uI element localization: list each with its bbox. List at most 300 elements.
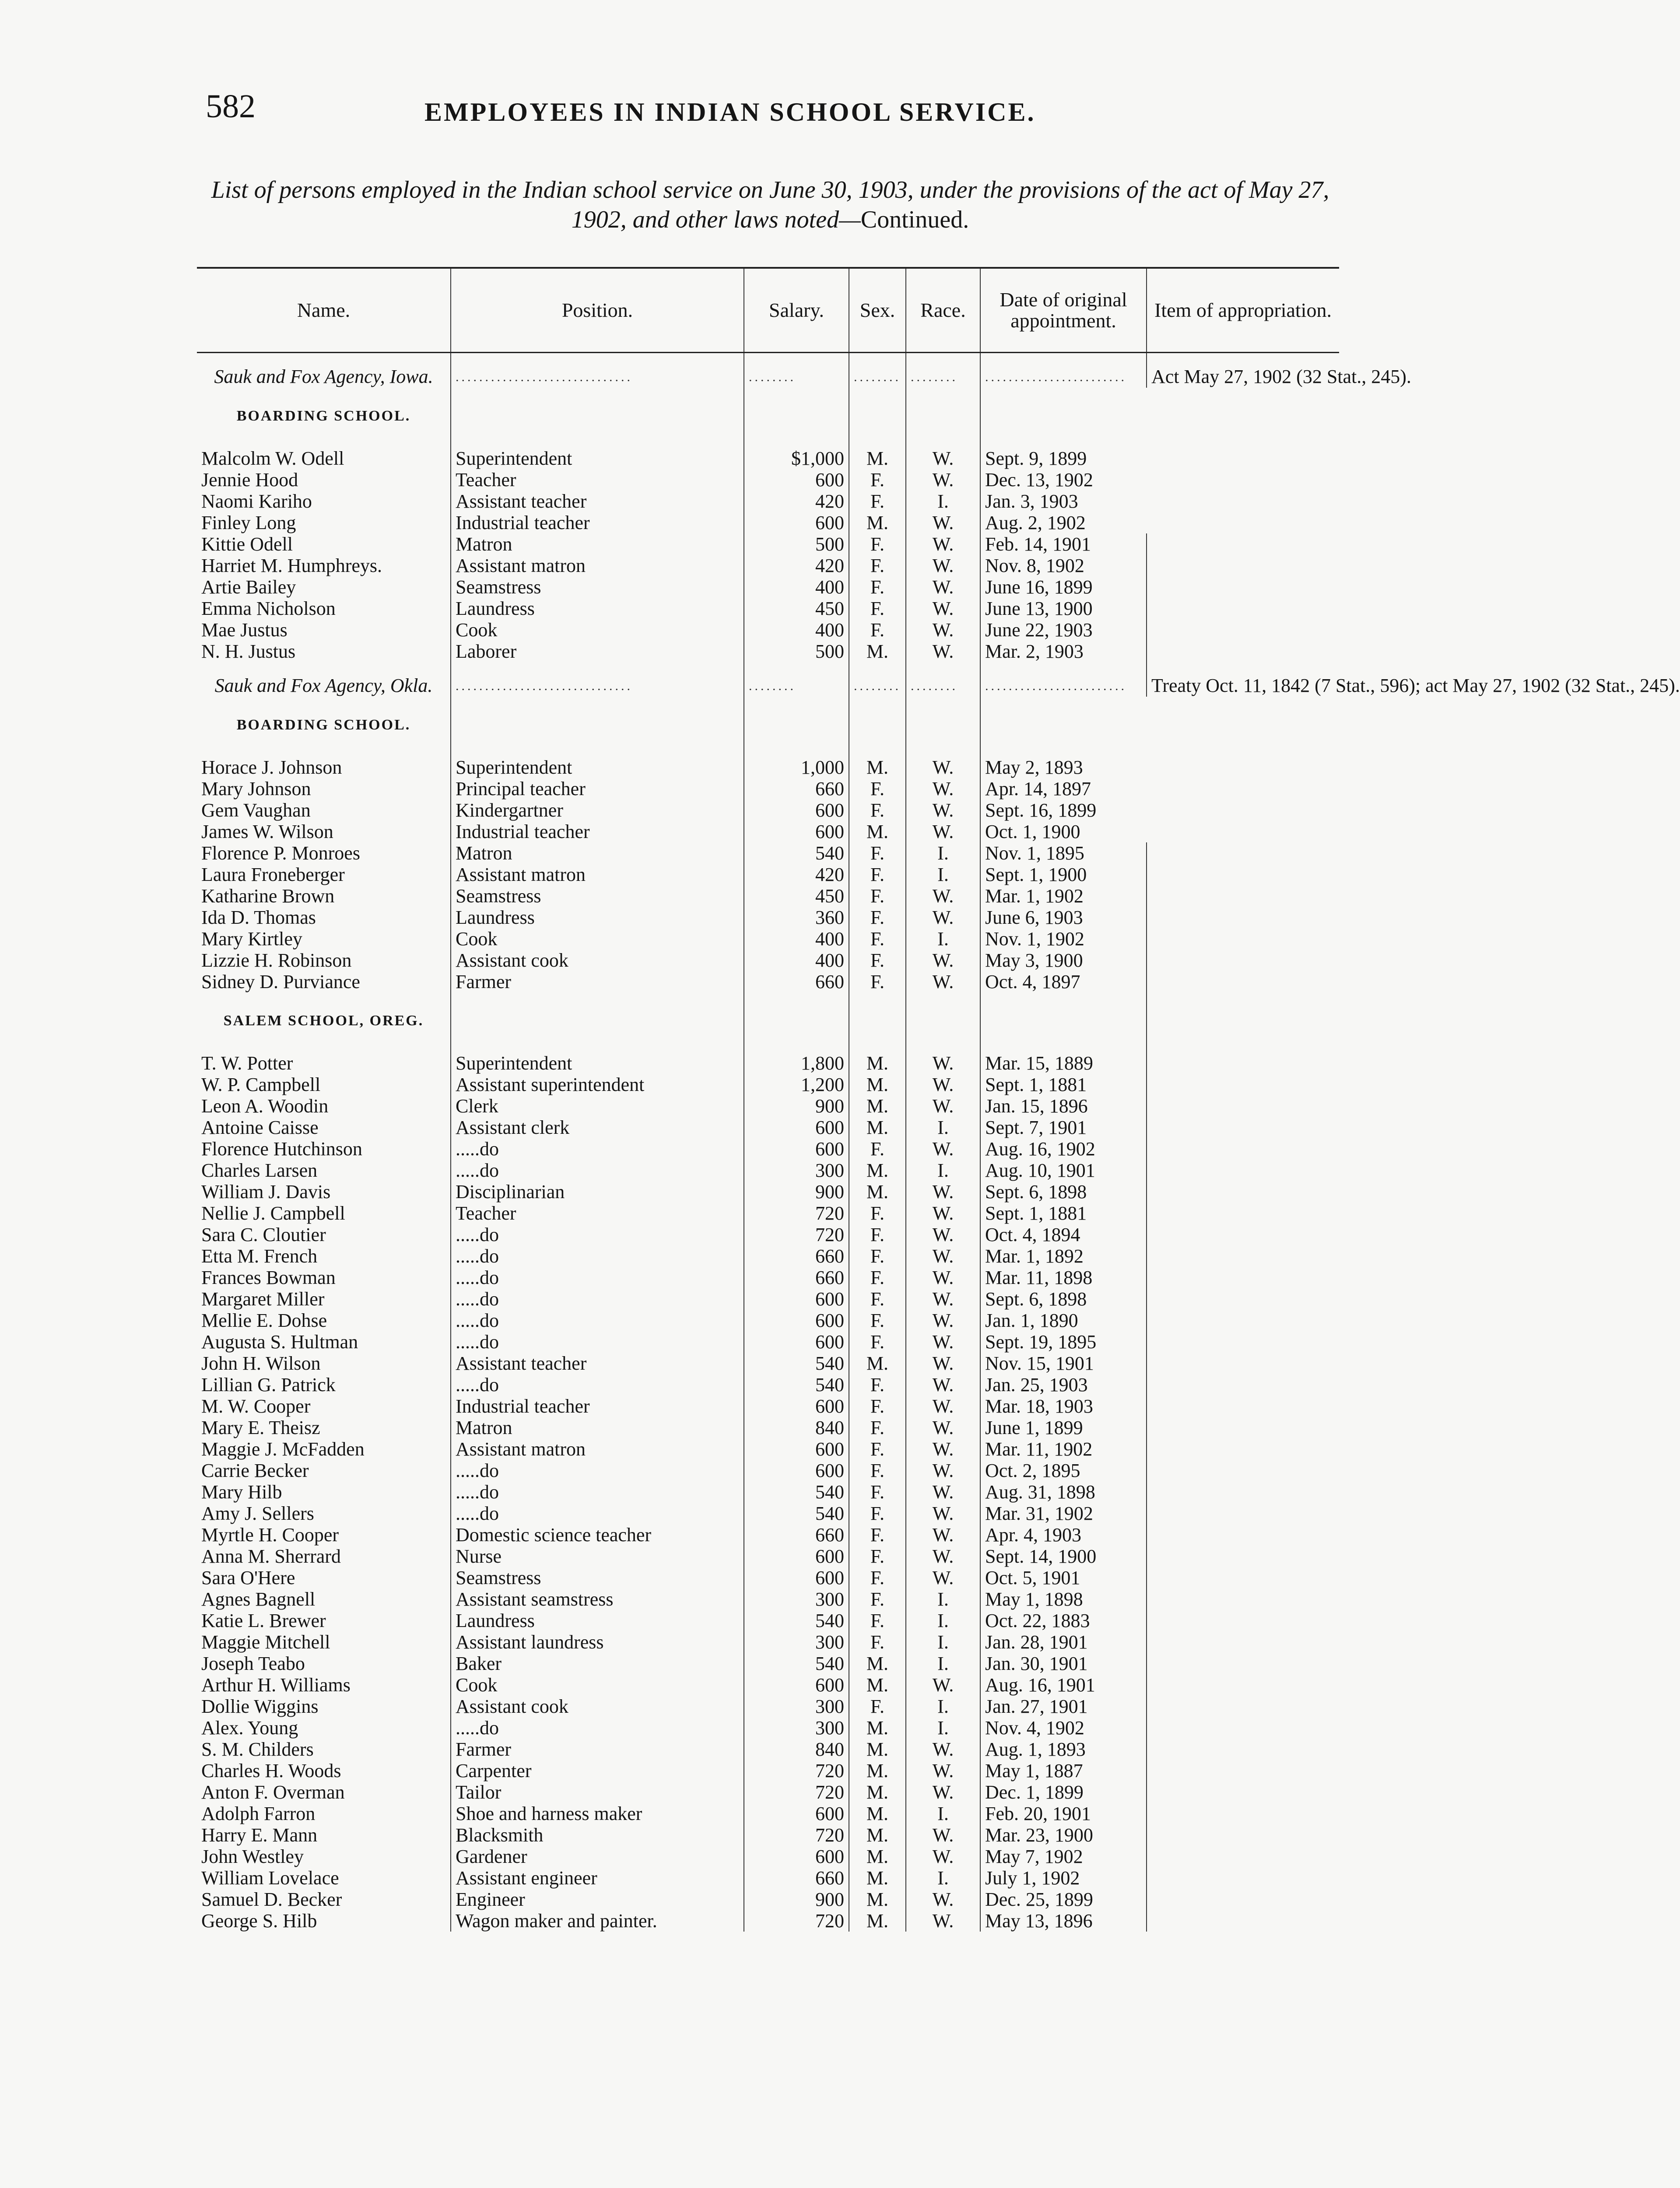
employee-race: W.	[906, 1889, 980, 1910]
employee-position: Assistant seamstress	[451, 1588, 744, 1610]
employee-position: .....do	[451, 1224, 744, 1245]
employee-position: Tailor	[451, 1781, 744, 1803]
empty-cell	[744, 697, 849, 748]
appointment-date: Jan. 25, 1903	[980, 1374, 1147, 1396]
employee-position: Assistant cook	[451, 950, 744, 971]
empty-cell	[1147, 907, 1339, 928]
table-row	[197, 971, 1339, 992]
employee-sex: F.	[849, 950, 906, 971]
employee-sex: M.	[849, 1739, 906, 1760]
employee-position: Superintendent	[451, 748, 744, 778]
appointment-date: Sept. 1, 1881	[980, 1203, 1147, 1224]
employee-sex: F.	[849, 533, 906, 555]
appointment-date: June 16, 1899	[980, 576, 1147, 598]
empty-cell	[1147, 1267, 1339, 1288]
employee-name: James W. Wilson	[197, 821, 451, 842]
appointment-date: Sept. 19, 1895	[980, 1331, 1147, 1353]
employee-position: .....do	[451, 1310, 744, 1331]
empty-cell	[906, 388, 980, 439]
employee-sex: F.	[849, 1481, 906, 1503]
empty-cell	[1147, 1288, 1339, 1310]
empty-cell	[906, 992, 980, 1044]
employee-salary: 840	[744, 1739, 849, 1760]
employee-name: Joseph Teabo	[197, 1653, 451, 1674]
table-caption	[197, 175, 1343, 235]
appointment-date: Oct. 2, 1895	[980, 1460, 1147, 1481]
employee-race: W.	[906, 1310, 980, 1331]
employee-salary: 540	[744, 1353, 849, 1374]
employee-sex: F.	[849, 1203, 906, 1224]
dot-leader: ........	[849, 662, 906, 697]
employee-position: .....do	[451, 1717, 744, 1739]
employee-name: Naomi Kariho	[197, 491, 451, 512]
employee-salary: 600	[744, 1117, 849, 1138]
employee-sex: M.	[849, 1117, 906, 1138]
appointment-date: Aug. 10, 1901	[980, 1160, 1147, 1181]
employee-race: W.	[906, 439, 980, 469]
employee-sex: F.	[849, 842, 906, 864]
employee-name: Frances Bowman	[197, 1267, 451, 1288]
appointment-date: Sept. 1, 1900	[980, 864, 1147, 885]
appointment-date: May 2, 1893	[985, 757, 1083, 778]
employee-position: Shoe and harness maker	[451, 1803, 744, 1824]
employee-sex: F.	[849, 491, 906, 512]
employee-race: I.	[906, 491, 980, 512]
employee-name: Sara O'Here	[197, 1567, 451, 1588]
appointment-date: Nov. 4, 1902	[980, 1717, 1147, 1739]
employee-race: W.	[906, 533, 980, 555]
empty-cell	[1147, 598, 1339, 619]
appointment-date: Feb. 20, 1901	[980, 1803, 1147, 1824]
employee-salary: 660	[744, 1267, 849, 1288]
employee-salary: 840	[744, 1417, 849, 1438]
table-row	[197, 1546, 1339, 1567]
employee-race: I.	[906, 1631, 980, 1653]
employee-salary: 420	[744, 864, 849, 885]
employee-salary: 600	[744, 1803, 849, 1824]
employee-salary: 1,000	[744, 748, 849, 778]
employee-sex: F.	[849, 1696, 906, 1717]
employee-salary: 1,200	[744, 1074, 849, 1095]
employee-position: Baker	[451, 1653, 744, 1674]
employee-race: W.	[906, 778, 980, 799]
appointment-date: May 3, 1900	[980, 950, 1147, 971]
empty-cell	[1147, 1417, 1339, 1438]
employee-position: Laundress	[451, 1610, 744, 1631]
table-row	[197, 555, 1339, 576]
employee-name: Mary Johnson	[197, 778, 451, 799]
table-row	[197, 641, 1339, 662]
table-row	[197, 1353, 1339, 1374]
employee-race: W.	[906, 748, 980, 778]
employee-race: W.	[906, 641, 980, 662]
employee-salary: 720	[744, 1224, 849, 1245]
employee-race: W.	[906, 1396, 980, 1417]
employee-salary: 420	[744, 491, 849, 512]
employee-race: I.	[906, 1653, 980, 1674]
empty-cell	[1147, 1481, 1339, 1503]
employee-salary: 450	[744, 598, 849, 619]
employee-sex: F.	[849, 598, 906, 619]
employee-sex: M.	[849, 512, 906, 533]
table-row	[197, 1203, 1339, 1224]
employee-position: .....do	[451, 1138, 744, 1160]
employee-race: W.	[906, 1353, 980, 1374]
employee-position: Assistant cook	[451, 1696, 744, 1717]
employee-race: W.	[906, 1674, 980, 1696]
employee-position: Laundress	[451, 907, 744, 928]
employee-name: Augusta S. Hultman	[197, 1331, 451, 1353]
appropriation-item: Act May 27, 1902 (32 Stat., 245).	[1151, 366, 1411, 387]
table-row	[197, 1631, 1339, 1653]
column-header-salary: Salary.	[744, 268, 849, 353]
employee-race: W.	[906, 1503, 980, 1524]
employee-sex: M.	[849, 1846, 906, 1867]
empty-cell	[1147, 1044, 1339, 1074]
table-row	[197, 1867, 1339, 1889]
employee-sex: F.	[849, 1588, 906, 1610]
employee-salary: $1,000	[744, 439, 849, 469]
table-row	[197, 598, 1339, 619]
table-row	[197, 1374, 1339, 1396]
employee-race: W.	[906, 1846, 980, 1867]
section-name: BOARDING SCHOOL.	[197, 697, 451, 748]
employee-salary: 600	[744, 469, 849, 491]
employee-salary: 720	[744, 1910, 849, 1932]
employee-salary: 600	[744, 1846, 849, 1867]
empty-cell	[1147, 533, 1339, 555]
employee-position: Assistant superintendent	[451, 1074, 744, 1095]
employee-salary: 720	[744, 1203, 849, 1224]
employee-sex: M.	[849, 1867, 906, 1889]
table-row	[197, 1760, 1339, 1781]
appointment-date: June 13, 1900	[980, 598, 1147, 619]
table-row	[197, 1503, 1339, 1524]
empty-cell	[451, 992, 744, 1044]
table-row	[197, 533, 1339, 555]
empty-cell	[1147, 1438, 1339, 1460]
employee-sex: M.	[849, 1760, 906, 1781]
appointment-date: Nov. 1, 1895	[980, 842, 1147, 864]
employee-sex: M.	[849, 1910, 906, 1932]
employee-sex: F.	[849, 1374, 906, 1396]
table-row	[197, 1074, 1339, 1095]
employee-race: W.	[906, 1546, 980, 1567]
employee-race: W.	[906, 469, 980, 491]
employee-salary: 600	[744, 1567, 849, 1588]
employee-salary: 660	[744, 1245, 849, 1267]
employee-sex: F.	[849, 576, 906, 598]
appointment-date: Mar. 18, 1903	[980, 1396, 1147, 1417]
employee-position: Farmer	[451, 1739, 744, 1760]
appointment-date: Sept. 9, 1899	[985, 448, 1087, 469]
empty-cell	[849, 697, 906, 748]
appointment-date: Jan. 27, 1901	[980, 1696, 1147, 1717]
employee-sex: F.	[849, 1631, 906, 1653]
employee-name: Finley Long	[197, 512, 451, 533]
employee-position: Cook	[451, 619, 744, 641]
employee-name: Mary Hilb	[197, 1481, 451, 1503]
appointment-date: Mar. 1, 1892	[980, 1245, 1147, 1267]
appointment-date: Sept. 1, 1881	[980, 1074, 1147, 1095]
employee-position: Disciplinarian	[451, 1181, 744, 1203]
employee-name: Charles Larsen	[197, 1160, 451, 1181]
appointment-date: Oct. 4, 1897	[980, 971, 1147, 992]
page-header	[206, 88, 1352, 140]
employee-race: W.	[906, 576, 980, 598]
table-row	[197, 1696, 1339, 1717]
appointment-date: Aug. 16, 1902	[980, 1138, 1147, 1160]
table-row	[197, 1567, 1339, 1588]
employee-name: Jennie Hood	[197, 469, 451, 491]
empty-cell	[1147, 1696, 1339, 1717]
dot-leader: ........	[744, 353, 849, 388]
employee-name: Florence Hutchinson	[197, 1138, 451, 1160]
employee-salary: 500	[744, 641, 849, 662]
employee-name: Dollie Wiggins	[197, 1696, 451, 1717]
dot-leader: ........	[906, 662, 980, 697]
employee-position: .....do	[451, 1160, 744, 1181]
empty-cell	[1147, 1245, 1339, 1267]
employee-race: W.	[906, 1824, 980, 1846]
employee-race: W.	[906, 1460, 980, 1481]
employee-race: W.	[906, 1438, 980, 1460]
empty-cell	[849, 388, 906, 439]
employee-sex: M.	[849, 748, 906, 778]
employee-position: .....do	[451, 1503, 744, 1524]
employee-salary: 720	[744, 1760, 849, 1781]
column-header-date: Date of original appointment.	[980, 268, 1147, 353]
employee-salary: 720	[744, 1824, 849, 1846]
section-name: SALEM SCHOOL, OREG.	[197, 992, 451, 1044]
employee-name: Gem Vaughan	[197, 799, 451, 821]
empty-cell	[1147, 1203, 1339, 1224]
empty-cell	[1147, 1567, 1339, 1588]
table-row	[197, 1417, 1339, 1438]
employee-position: Domestic science teacher	[451, 1524, 744, 1546]
employee-race: W.	[906, 1245, 980, 1267]
empty-cell	[906, 697, 980, 748]
employee-race: I.	[906, 1160, 980, 1181]
employee-race: W.	[906, 1374, 980, 1396]
employee-sex: M.	[849, 1353, 906, 1374]
employee-name: Arthur H. Williams	[197, 1674, 451, 1696]
employee-race: W.	[906, 1288, 980, 1310]
appointment-date: Dec. 13, 1902	[985, 469, 1093, 491]
table-row	[197, 1117, 1339, 1138]
employee-sex: F.	[849, 1438, 906, 1460]
employee-salary: 600	[744, 512, 849, 533]
employee-name: Sidney D. Purviance	[197, 971, 451, 992]
empty-cell	[1147, 864, 1339, 885]
appointment-date: Nov. 1, 1902	[980, 928, 1147, 950]
appointment-date: Sept. 7, 1901	[980, 1117, 1147, 1138]
employee-race: I.	[906, 1117, 980, 1138]
employee-race: W.	[906, 1224, 980, 1245]
empty-cell	[744, 992, 849, 1044]
empty-cell	[1147, 641, 1339, 662]
empty-cell	[1147, 1331, 1339, 1353]
employee-salary: 540	[744, 1374, 849, 1396]
employee-position: Assistant matron	[451, 1438, 744, 1460]
appointment-date: May 1, 1887	[980, 1760, 1147, 1781]
employee-race: I.	[906, 1717, 980, 1739]
employee-salary: 600	[744, 1310, 849, 1331]
empty-cell	[1147, 885, 1339, 907]
employee-race: W.	[906, 1417, 980, 1438]
empty-cell	[1147, 1674, 1339, 1696]
employee-sex: F.	[849, 1224, 906, 1245]
empty-cell	[1147, 1846, 1339, 1867]
agency-name: Sauk and Fox Agency, Iowa.	[197, 353, 451, 388]
employee-sex: F.	[849, 1417, 906, 1438]
employee-name: Anna M. Sherrard	[197, 1546, 451, 1567]
employee-salary: 600	[744, 1460, 849, 1481]
employee-name: T. W. Potter	[197, 1044, 451, 1074]
employee-salary: 900	[744, 1095, 849, 1117]
employee-race: I.	[906, 1803, 980, 1824]
employee-sex: M.	[849, 1160, 906, 1181]
table-row	[197, 1524, 1339, 1546]
employee-name: S. M. Childers	[197, 1739, 451, 1760]
employee-race: W.	[906, 1910, 980, 1932]
employee-sex: M.	[849, 1889, 906, 1910]
employee-name: William J. Davis	[197, 1181, 451, 1203]
table-row	[197, 1588, 1339, 1610]
empty-cell	[1147, 555, 1339, 576]
employee-position: Assistant matron	[451, 555, 744, 576]
employee-position: .....do	[451, 1460, 744, 1481]
agency-name: Sauk and Fox Agency, Okla.	[197, 662, 451, 697]
table-row	[197, 1331, 1339, 1353]
appointment-date: Aug. 2, 1902	[985, 512, 1086, 533]
section-name: BOARDING SCHOOL.	[197, 388, 451, 439]
employee-sex: M.	[849, 641, 906, 662]
appointment-date: Aug. 16, 1901	[980, 1674, 1147, 1696]
employee-race: W.	[906, 1781, 980, 1803]
employee-name: Etta M. French	[197, 1245, 451, 1267]
employee-race: W.	[906, 619, 980, 641]
empty-cell	[1147, 1524, 1339, 1546]
employee-position: Clerk	[451, 1095, 744, 1117]
appointment-date: Sept. 14, 1900	[980, 1546, 1147, 1567]
empty-cell	[1147, 1460, 1339, 1481]
employee-position: .....do	[451, 1374, 744, 1396]
table-row	[197, 1160, 1339, 1181]
employee-name: Maggie J. McFadden	[197, 1438, 451, 1460]
employee-sex: F.	[849, 1138, 906, 1160]
employee-position: Matron	[451, 842, 744, 864]
employee-position: Cook	[451, 1674, 744, 1696]
employee-race: W.	[906, 1074, 980, 1095]
employee-position: .....do	[451, 1481, 744, 1503]
empty-cell	[1147, 1503, 1339, 1524]
employee-position: Farmer	[451, 971, 744, 992]
table-row	[197, 864, 1339, 885]
empty-cell	[1147, 1631, 1339, 1653]
table-row	[197, 619, 1339, 641]
appointment-date: Mar. 2, 1903	[980, 641, 1147, 662]
employee-salary: 660	[744, 1524, 849, 1546]
employee-sex: F.	[849, 799, 906, 821]
employee-race: I.	[906, 1696, 980, 1717]
employee-race: W.	[906, 1044, 980, 1074]
empty-cell	[1147, 971, 1339, 992]
table-header-row	[197, 268, 1339, 353]
empty-cell	[1147, 576, 1339, 598]
employee-sex: M.	[849, 1824, 906, 1846]
appointment-date: Aug. 31, 1898	[980, 1481, 1147, 1503]
appointment-date: Jan. 30, 1901	[980, 1653, 1147, 1674]
column-header-sex: Sex.	[849, 268, 906, 353]
table-row	[197, 1267, 1339, 1288]
employee-sex: F.	[849, 1396, 906, 1417]
empty-cell	[1147, 1310, 1339, 1331]
table-row	[197, 885, 1339, 907]
employee-race: W.	[906, 1524, 980, 1546]
appointment-date: Apr. 4, 1903	[980, 1524, 1147, 1546]
dot-leader: ..............................	[451, 662, 744, 697]
table-row	[197, 1481, 1339, 1503]
table-row	[197, 842, 1339, 864]
employee-name: Malcolm W. Odell	[197, 439, 451, 469]
employee-sex: F.	[849, 885, 906, 907]
employee-salary: 600	[744, 1396, 849, 1417]
employee-position: Assistant teacher	[451, 1353, 744, 1374]
employee-salary: 600	[744, 1674, 849, 1696]
employee-name: Anton F. Overman	[197, 1781, 451, 1803]
employee-sex: M.	[849, 1717, 906, 1739]
table-row	[197, 1438, 1339, 1460]
appointment-date: Feb. 14, 1901	[980, 533, 1147, 555]
employee-name: Mellie E. Dohse	[197, 1310, 451, 1331]
employee-race: W.	[906, 1760, 980, 1781]
employee-sex: F.	[849, 907, 906, 928]
employee-name: Sara C. Cloutier	[197, 1224, 451, 1245]
table-row	[197, 1044, 1339, 1074]
column-header-race: Race.	[906, 268, 980, 353]
employees-table	[197, 267, 1680, 1932]
employee-position: Seamstress	[451, 885, 744, 907]
appointment-date: Aug. 1, 1893	[980, 1739, 1147, 1760]
employee-salary: 540	[744, 1653, 849, 1674]
running-title: EMPLOYEES IN INDIAN SCHOOL SERVICE.	[424, 98, 1036, 126]
empty-cell	[1147, 1117, 1339, 1138]
employee-position: Superintendent	[451, 439, 744, 469]
employee-name: George S. Hilb	[197, 1910, 451, 1932]
empty-cell	[1147, 1653, 1339, 1674]
employee-sex: F.	[849, 1567, 906, 1588]
employee-sex: M.	[849, 1674, 906, 1696]
table-row	[197, 1889, 1339, 1910]
employee-position: Assistant engineer	[451, 1867, 744, 1889]
employee-position: Assistant clerk	[451, 1117, 744, 1138]
employee-name: Myrtle H. Cooper	[197, 1524, 451, 1546]
appointment-date: June 1, 1899	[980, 1417, 1147, 1438]
appointment-date: Mar. 23, 1900	[980, 1824, 1147, 1846]
employee-salary: 600	[744, 1438, 849, 1460]
employee-race: I.	[906, 1610, 980, 1631]
appointment-date: June 6, 1903	[980, 907, 1147, 928]
employee-salary: 1,800	[744, 1044, 849, 1074]
table-row	[197, 950, 1339, 971]
appointment-date: Mar. 11, 1898	[980, 1267, 1147, 1288]
agency-row	[197, 662, 1339, 697]
empty-cell	[1147, 1760, 1339, 1781]
empty-cell	[1147, 1739, 1339, 1760]
employee-name: Alex. Young	[197, 1717, 451, 1739]
employee-position: Seamstress	[451, 576, 744, 598]
